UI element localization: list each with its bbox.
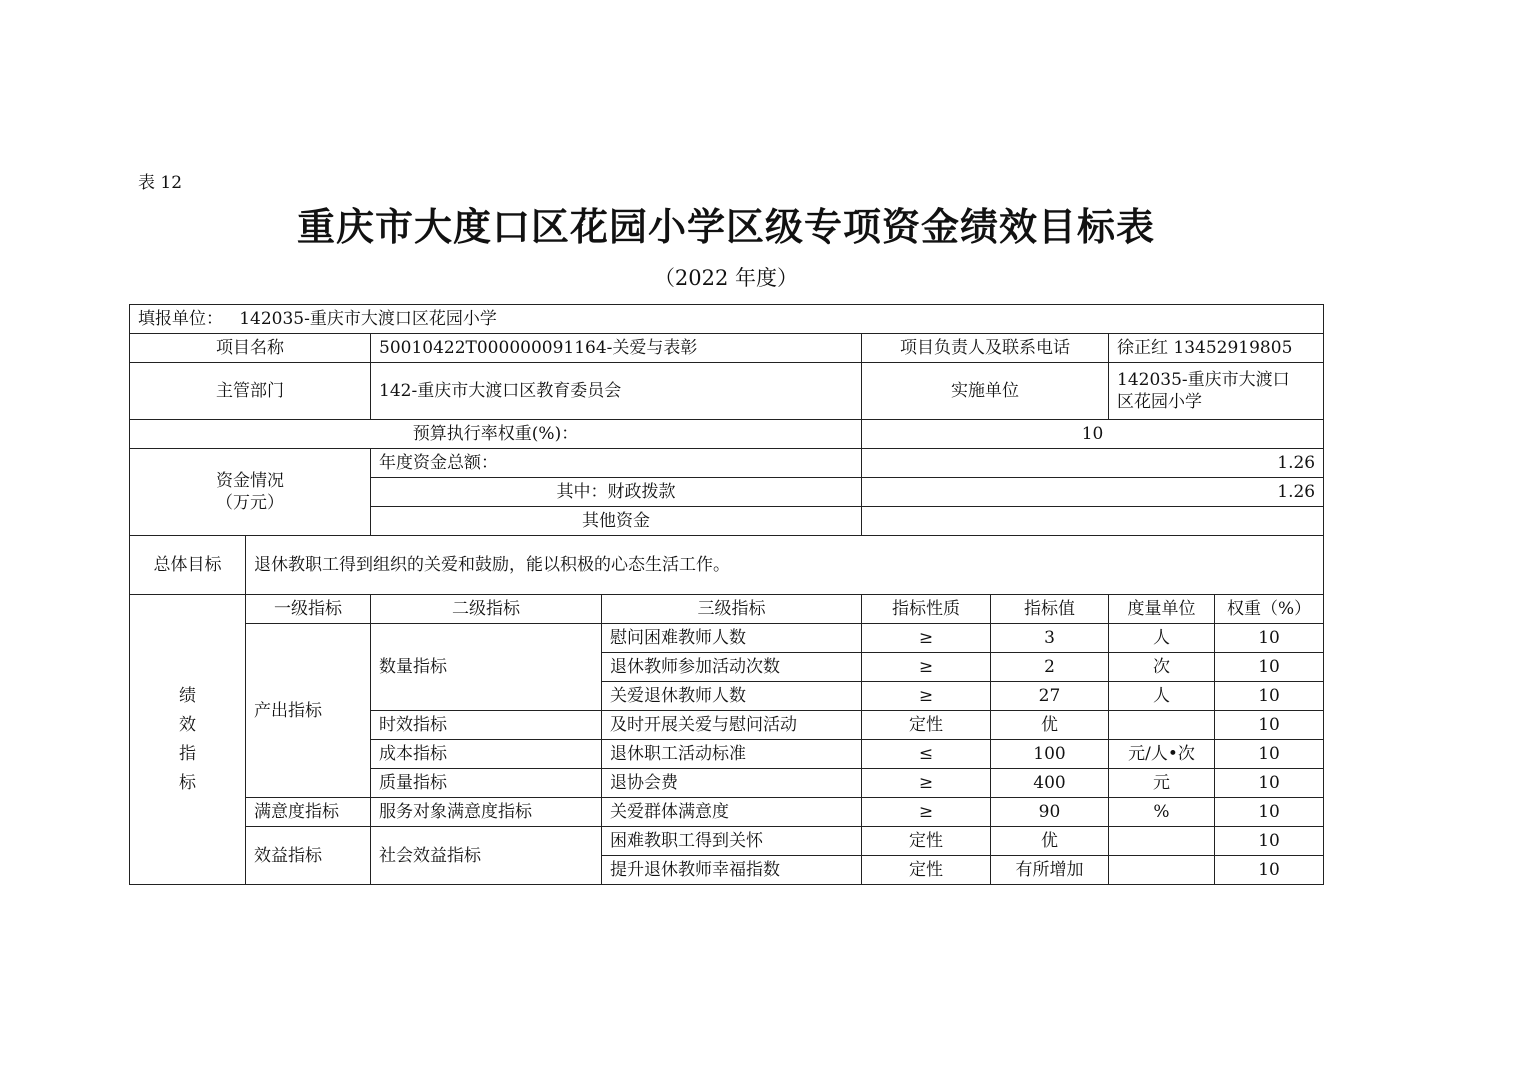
- indicator-unit: [1109, 827, 1215, 856]
- department-row: [130, 363, 1324, 420]
- indicator-nature: ≤: [862, 740, 991, 769]
- indicator-nature: 定性: [862, 827, 991, 856]
- level2-social-benefit: 社会效益指标: [371, 827, 602, 885]
- indicator-value: 100: [991, 740, 1109, 769]
- indicator-name: 提升退休教师幸福指数: [602, 856, 862, 885]
- indicator-nature: ≥: [862, 798, 991, 827]
- header-level3: 三级指标: [602, 595, 862, 624]
- level1-benefit: 效益指标: [246, 827, 371, 885]
- indicator-unit: 次: [1109, 653, 1215, 682]
- indicator-section-label: [130, 595, 246, 885]
- indicator-unit: [1109, 711, 1215, 740]
- level2-timeliness: 时效指标: [371, 711, 602, 740]
- funds-fiscal-value: 1.26: [862, 478, 1324, 507]
- dept-label: 主管部门: [130, 363, 371, 420]
- contact-value: 徐正红 13452919805: [1109, 334, 1324, 363]
- indicator-weight: 10: [1215, 769, 1324, 798]
- level1-satisfaction: 满意度指标: [246, 798, 371, 827]
- indicator-nature: ≥: [862, 624, 991, 653]
- funds-label-line1: 资金情况: [216, 471, 284, 491]
- indicator-weight: 10: [1215, 682, 1324, 711]
- goal-row: [130, 536, 1324, 595]
- project-name-row: [130, 334, 1324, 363]
- budget-weight-value: 10: [862, 420, 1324, 449]
- indicator-weight: 10: [1215, 711, 1324, 740]
- indicator-value: 有所增加: [991, 856, 1109, 885]
- level2-satisfaction: 服务对象满意度指标: [371, 798, 602, 827]
- table-row: [130, 798, 1324, 827]
- indicator-unit: 人: [1109, 682, 1215, 711]
- impl-value-line2: 区花园小学: [1117, 392, 1202, 412]
- indicator-value: 优: [991, 827, 1109, 856]
- indicator-nature: ≥: [862, 653, 991, 682]
- indicator-name: 慰问困难教师人数: [602, 624, 862, 653]
- indicator-name: 退休职工活动标准: [602, 740, 862, 769]
- section-char: 指: [179, 743, 196, 764]
- funds-label-line2: （万元）: [216, 493, 284, 513]
- indicator-weight: 10: [1215, 740, 1324, 769]
- goal-text: 退休教职工得到组织的关爱和鼓励，能以积极的心态生活工作。: [246, 536, 1324, 595]
- header-unit: 度量单位: [1109, 595, 1215, 624]
- header-level2: 二级指标: [371, 595, 602, 624]
- indicator-nature: 定性: [862, 711, 991, 740]
- indicator-name: 关爱退休教师人数: [602, 682, 862, 711]
- page-title: 重庆市大度口区花园小学区级专项资金绩效目标表: [296, 205, 1155, 249]
- indicator-unit: 元: [1109, 769, 1215, 798]
- indicator-unit: 元/人•次: [1109, 740, 1215, 769]
- performance-target-table: [129, 304, 1324, 885]
- indicator-value: 90: [991, 798, 1109, 827]
- indicator-weight: 10: [1215, 624, 1324, 653]
- indicator-name: 及时开展关爱与慰问活动: [602, 711, 862, 740]
- budget-weight-label: 预算执行率权重(%)：: [130, 420, 862, 449]
- project-name-label: 项目名称: [130, 334, 371, 363]
- indicator-name: 困难教职工得到关怀: [602, 827, 862, 856]
- level2-quality: 质量指标: [371, 769, 602, 798]
- table-row: [130, 827, 1324, 856]
- unit-row: [130, 305, 1324, 334]
- project-name-value: 50010422T000000091164-关爱与表彰: [371, 334, 862, 363]
- indicator-unit: [1109, 856, 1215, 885]
- indicator-weight: 10: [1215, 653, 1324, 682]
- header-value: 指标值: [991, 595, 1109, 624]
- table-row: [130, 624, 1324, 653]
- table-number: 表 12: [138, 173, 183, 193]
- indicator-value: 优: [991, 711, 1109, 740]
- indicator-value: 27: [991, 682, 1109, 711]
- indicator-nature: ≥: [862, 769, 991, 798]
- contact-label: 项目负责人及联系电话: [862, 334, 1109, 363]
- funds-total-label: 年度资金总额：: [371, 449, 862, 478]
- indicator-name: 退协会费: [602, 769, 862, 798]
- section-char: 效: [179, 714, 196, 735]
- budget-weight-row: [130, 420, 1324, 449]
- indicator-value: 3: [991, 624, 1109, 653]
- level2-cost: 成本指标: [371, 740, 602, 769]
- funds-fiscal-label: 其中：财政拨款: [371, 478, 862, 507]
- impl-value: [1109, 363, 1324, 420]
- level2-quantity: 数量指标: [371, 624, 602, 711]
- funds-other-value: [862, 507, 1324, 536]
- goal-label: 总体目标: [130, 536, 246, 595]
- indicator-value: 2: [991, 653, 1109, 682]
- indicator-weight: 10: [1215, 856, 1324, 885]
- indicator-nature: 定性: [862, 856, 991, 885]
- unit-value: 142035-重庆市大渡口区花园小学: [239, 309, 497, 329]
- funds-label: [130, 449, 371, 536]
- indicator-name: 关爱群体满意度: [602, 798, 862, 827]
- impl-value-line1: 142035-重庆市大渡口: [1117, 370, 1290, 390]
- section-char: 标: [179, 772, 196, 793]
- indicator-nature: ≥: [862, 682, 991, 711]
- header-level1: 一级指标: [246, 595, 371, 624]
- funds-total-row: [130, 449, 1324, 478]
- indicator-weight: 10: [1215, 827, 1324, 856]
- indicator-header-row: [130, 595, 1324, 624]
- funds-total-value: 1.26: [862, 449, 1324, 478]
- page-subtitle: （2022 年度）: [653, 266, 799, 290]
- indicator-weight: 10: [1215, 798, 1324, 827]
- dept-value: 142-重庆市大渡口区教育委员会: [371, 363, 862, 420]
- header-nature: 指标性质: [862, 595, 991, 624]
- level1-output: 产出指标: [246, 624, 371, 798]
- indicator-unit: %: [1109, 798, 1215, 827]
- indicator-unit: 人: [1109, 624, 1215, 653]
- header-weight: 权重（%）: [1215, 595, 1324, 624]
- impl-label: 实施单位: [862, 363, 1109, 420]
- unit-cell: [130, 305, 1324, 334]
- funds-other-label: 其他资金: [371, 507, 862, 536]
- section-char: 绩: [179, 685, 196, 706]
- indicator-value: 400: [991, 769, 1109, 798]
- indicator-name: 退休教师参加活动次数: [602, 653, 862, 682]
- unit-label: 填报单位：: [138, 309, 223, 329]
